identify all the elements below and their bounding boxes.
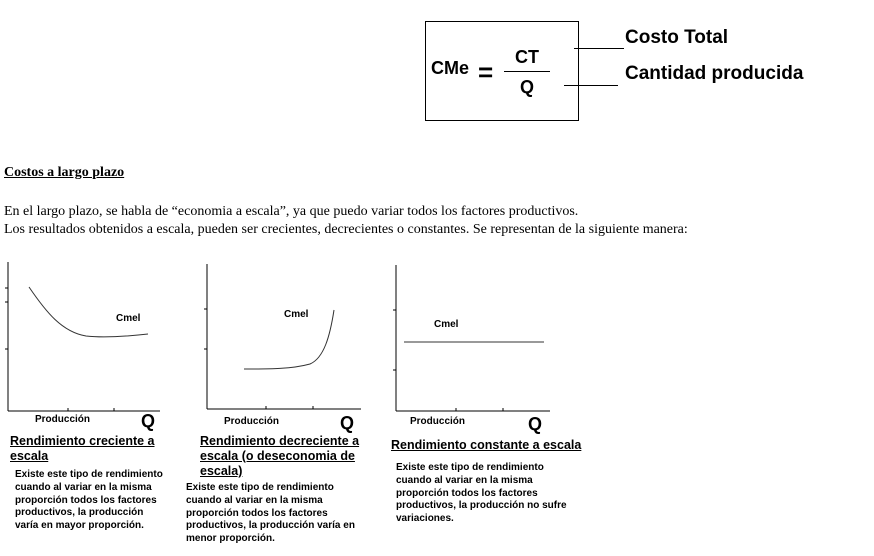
case-title-line: escala bbox=[10, 449, 49, 463]
description-line: varía en mayor proporción. bbox=[15, 520, 144, 532]
description-line: Existe este tipo de rendimiento bbox=[186, 482, 334, 493]
case-title-line: Rendimiento creciente a bbox=[10, 434, 155, 448]
case-title-decreasing bbox=[200, 434, 359, 479]
formula-lhs: CMe bbox=[431, 58, 470, 78]
case-title-line: Rendimiento decreciente a bbox=[200, 434, 360, 448]
chart-constant-returns bbox=[393, 265, 550, 411]
x-axis-label: Producción bbox=[224, 416, 280, 427]
x-axis-label: Producción bbox=[410, 416, 466, 427]
curve-label: Cmel bbox=[284, 309, 309, 320]
q-axis-label: Q bbox=[141, 411, 156, 431]
curve-label: Cmel bbox=[116, 313, 141, 324]
description-line: productivos, la producción no sufre bbox=[396, 500, 567, 512]
description-line: productivos, la producción varía en bbox=[186, 520, 355, 532]
formula-numerator: CT bbox=[515, 47, 539, 67]
chart-increasing-returns bbox=[5, 262, 160, 411]
curve-label: Cmel bbox=[434, 319, 459, 330]
case-title-line: escala (o deseconomia de bbox=[200, 449, 355, 463]
description-line: productivos, la producción bbox=[15, 507, 144, 519]
case-title-line: Rendimiento constante a escala bbox=[391, 438, 582, 452]
description-line: proporción todos los factores bbox=[396, 487, 538, 499]
description-line: Existe este tipo de rendimiento bbox=[15, 469, 163, 480]
description-line: cuando al variar en la misma bbox=[15, 481, 152, 493]
cmel-decreasing-curve bbox=[29, 287, 148, 337]
case-description-increasing bbox=[15, 469, 163, 533]
case-title-constant bbox=[391, 438, 581, 453]
description-line: proporción todos los factores bbox=[186, 507, 328, 519]
x-axis-label: Producción bbox=[35, 414, 91, 425]
section-heading: Costos a largo plazo bbox=[4, 165, 125, 180]
description-line: cuando al variar en la misma bbox=[396, 474, 533, 486]
description-line: cuando al variar en la misma bbox=[186, 494, 323, 506]
case-description-constant bbox=[396, 462, 567, 526]
formula-equals-sign: = bbox=[478, 57, 494, 87]
formula-denominator: Q bbox=[520, 77, 535, 97]
description-line: Existe este tipo de rendimiento bbox=[396, 462, 544, 473]
denominator-label: Cantidad producida bbox=[625, 63, 804, 84]
case-description-decreasing bbox=[186, 482, 355, 546]
chart-decreasing-returns bbox=[204, 264, 361, 409]
paragraph-line-1: En el largo plazo, se habla de “economia a escala”, ya que puedo variar todos los factores productivos. bbox=[4, 204, 579, 219]
q-axis-label: Q bbox=[340, 413, 355, 433]
numerator-label: Costo Total bbox=[625, 27, 729, 48]
case-title-increasing bbox=[10, 434, 155, 464]
q-axis-label: Q bbox=[528, 414, 543, 434]
description-line: menor proporción. bbox=[186, 533, 275, 545]
description-line: variaciones. bbox=[396, 513, 454, 525]
case-title-line: escala) bbox=[200, 464, 243, 478]
paragraph-line-2: Los resultados obtenidos a escala, pueden ser crecientes, decrecientes o constantes. Se representan de la siguiente manera: bbox=[4, 222, 688, 237]
description-line: proporción todos los factores bbox=[15, 494, 157, 506]
